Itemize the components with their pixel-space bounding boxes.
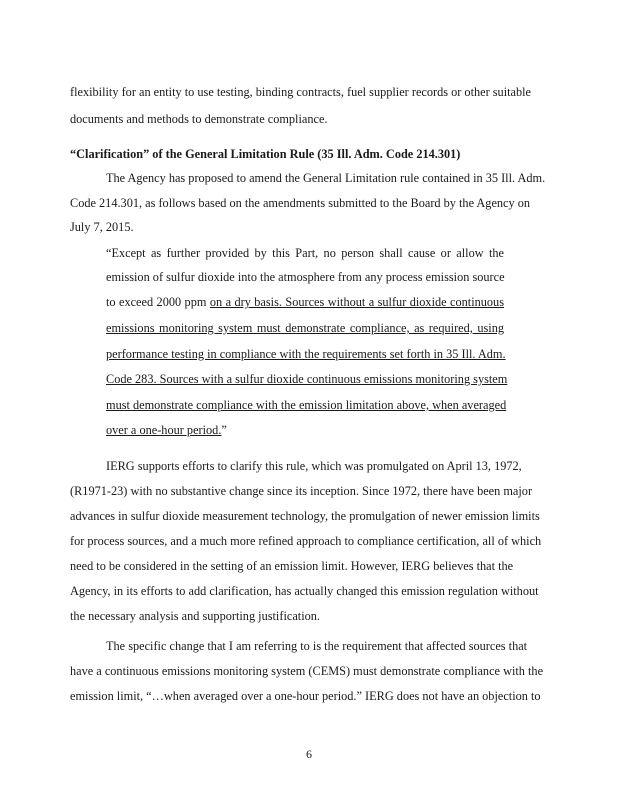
body-line: have a continuous emissions monitoring system (CEMS) must demonstrate compliance with the bbox=[70, 664, 544, 678]
body-line: Code 214.301, as follows based on the amendments submitted to the Board by the Agency on bbox=[70, 196, 531, 210]
body-line: advances in sulfur dioxide measurement technology, the promulgation of newer emission limits bbox=[70, 509, 540, 523]
inserted-text: over a one-hour period. bbox=[106, 423, 222, 437]
section-heading: “Clarification” of the General Limitation Rule (35 Ill. Adm. Code 214.301) bbox=[70, 147, 461, 161]
body-line: for process sources, and a much more refined approach to compliance certification, all of which bbox=[70, 534, 542, 548]
quote-text: to exceed 2000 ppm bbox=[106, 295, 210, 309]
body-line: The Agency has proposed to amend the General Limitation rule contained in 35 Ill. Adm. bbox=[106, 171, 546, 185]
body-line: documents and methods to demonstrate compliance. bbox=[70, 112, 328, 126]
body-line: flexibility for an entity to use testing, binding contracts, fuel supplier records or other suitable bbox=[70, 85, 532, 99]
body-line: Agency, in its efforts to add clarification, has actually changed this emission regulation without bbox=[70, 584, 539, 598]
quote-line: “Except as further provided by this Part, no person shall cause or allow the bbox=[106, 246, 504, 260]
body-line: (R1971-23) with no substantive change since its inception. Since 1972, there have been major bbox=[70, 484, 533, 498]
body-line: July 7, 2015. bbox=[70, 220, 134, 234]
body-line: The specific change that I am referring to is the requirement that affected sources that bbox=[106, 639, 528, 653]
quote-line bbox=[106, 398, 507, 412]
inserted-text: emissions monitoring system must demonstrate compliance, as required, using bbox=[106, 321, 504, 335]
quote-line bbox=[106, 295, 504, 309]
quote-line bbox=[106, 372, 508, 386]
page-number: 6 bbox=[306, 747, 312, 761]
body-line: IERG supports efforts to clarify this rule, which was promulgated on April 13, 1972, bbox=[106, 459, 522, 473]
inserted-text: must demonstrate compliance with the emission limitation above, when averaged bbox=[106, 398, 507, 412]
quote-line: emission of sulfur dioxide into the atmosphere from any process emission source bbox=[106, 270, 505, 284]
quote-line bbox=[106, 347, 504, 361]
quote-line bbox=[106, 423, 227, 437]
inserted-text: performance testing in compliance with the requirements set forth in 35 Ill. Adm. bbox=[106, 347, 506, 361]
inserted-text: on a dry basis. Sources without a sulfur dioxide continuous bbox=[209, 295, 504, 309]
inserted-text: Code 283. Sources with a sulfur dioxide continuous emissions monitoring system bbox=[106, 372, 508, 386]
body-line: the necessary analysis and supporting justification. bbox=[70, 609, 320, 623]
body-line: emission limit, “…when averaged over a one-hour period.” IERG does not have an objection to bbox=[70, 689, 541, 703]
quote-line bbox=[106, 321, 504, 335]
body-line: need to be considered in the setting of an emission limit. However, IERG believes that the bbox=[70, 559, 514, 573]
quote-text: ” bbox=[221, 423, 227, 437]
